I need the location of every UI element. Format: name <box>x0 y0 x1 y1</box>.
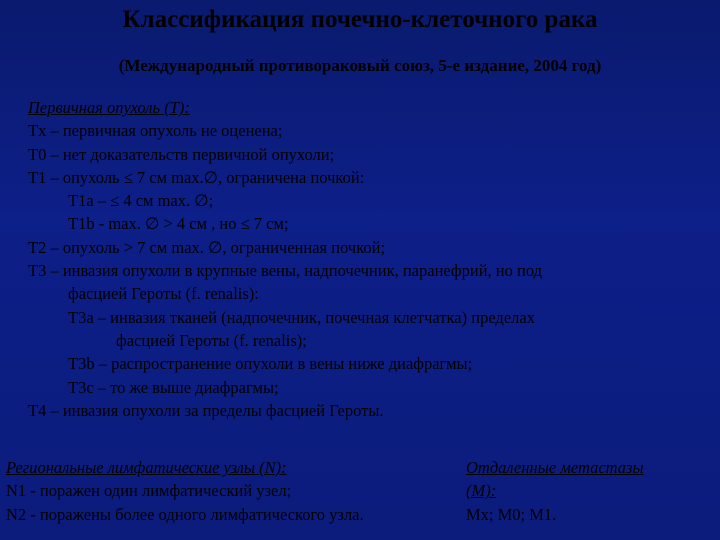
distant-metastases-section <box>466 456 706 526</box>
distant-metastases-value: Mx; M0; M1. <box>466 504 557 524</box>
regional-nodes-heading: Региональные лимфатические узлы (N): <box>6 458 287 477</box>
t1b-line: T1b - max. ∅ > 4 см , но ≤ 7 см; <box>68 214 289 234</box>
distant-metastases-heading: Отдаленные метастазы <box>466 458 644 477</box>
t3b-line: T3b – распространение опухоли в вены ниже диафрагмы; <box>68 354 473 374</box>
primary-tumor-heading: Первичная опухоль (T): <box>28 98 190 117</box>
t3a-line: T3a – инвазия тканей (надпочечник, почечная клетчатка) пределах <box>68 307 535 327</box>
t3c-line: T3c – то же выше диафрагмы; <box>68 377 279 397</box>
t3-line: T3 – инвазия опухоли в крупные вены, надпочечник, паранефрий, но под <box>28 261 542 281</box>
slide-title: Классификация почечно-клеточного рака <box>122 6 598 33</box>
t2-line: T2 – опухоль > 7 см max. ∅, ограниченная почкой; <box>28 237 386 257</box>
regional-nodes-section <box>6 456 456 526</box>
n2-line: N2 - поражены более одного лимфатического узла. <box>6 504 364 524</box>
t0-line: T0 – нет доказательств первичной опухоли; <box>28 144 335 164</box>
t3-line-cont: фасцией Героты (f. renalis): <box>68 284 259 304</box>
n1-line: N1 - поражен один лимфатический узел; <box>6 481 292 501</box>
tx-line: Tx – первичная опухоль не оценена; <box>28 121 283 141</box>
distant-metastases-heading-cont: (M): <box>466 481 497 501</box>
t1a-line: T1a – ≤ 4 см max. ∅; <box>68 191 214 211</box>
t3a-line-cont: фасцией Героты (f. renalis); <box>116 330 307 350</box>
t4-line: T4 – инвазия опухоли за пределы фасцией Героты. <box>28 400 384 420</box>
primary-tumor-section <box>28 96 708 422</box>
slide-subtitle: (Международный противораковый союз, 5-е издание, 2004 год) <box>118 56 602 75</box>
t1-line: T1 – опухоль ≤ 7 см max.∅, ограничена почкой: <box>28 167 365 187</box>
